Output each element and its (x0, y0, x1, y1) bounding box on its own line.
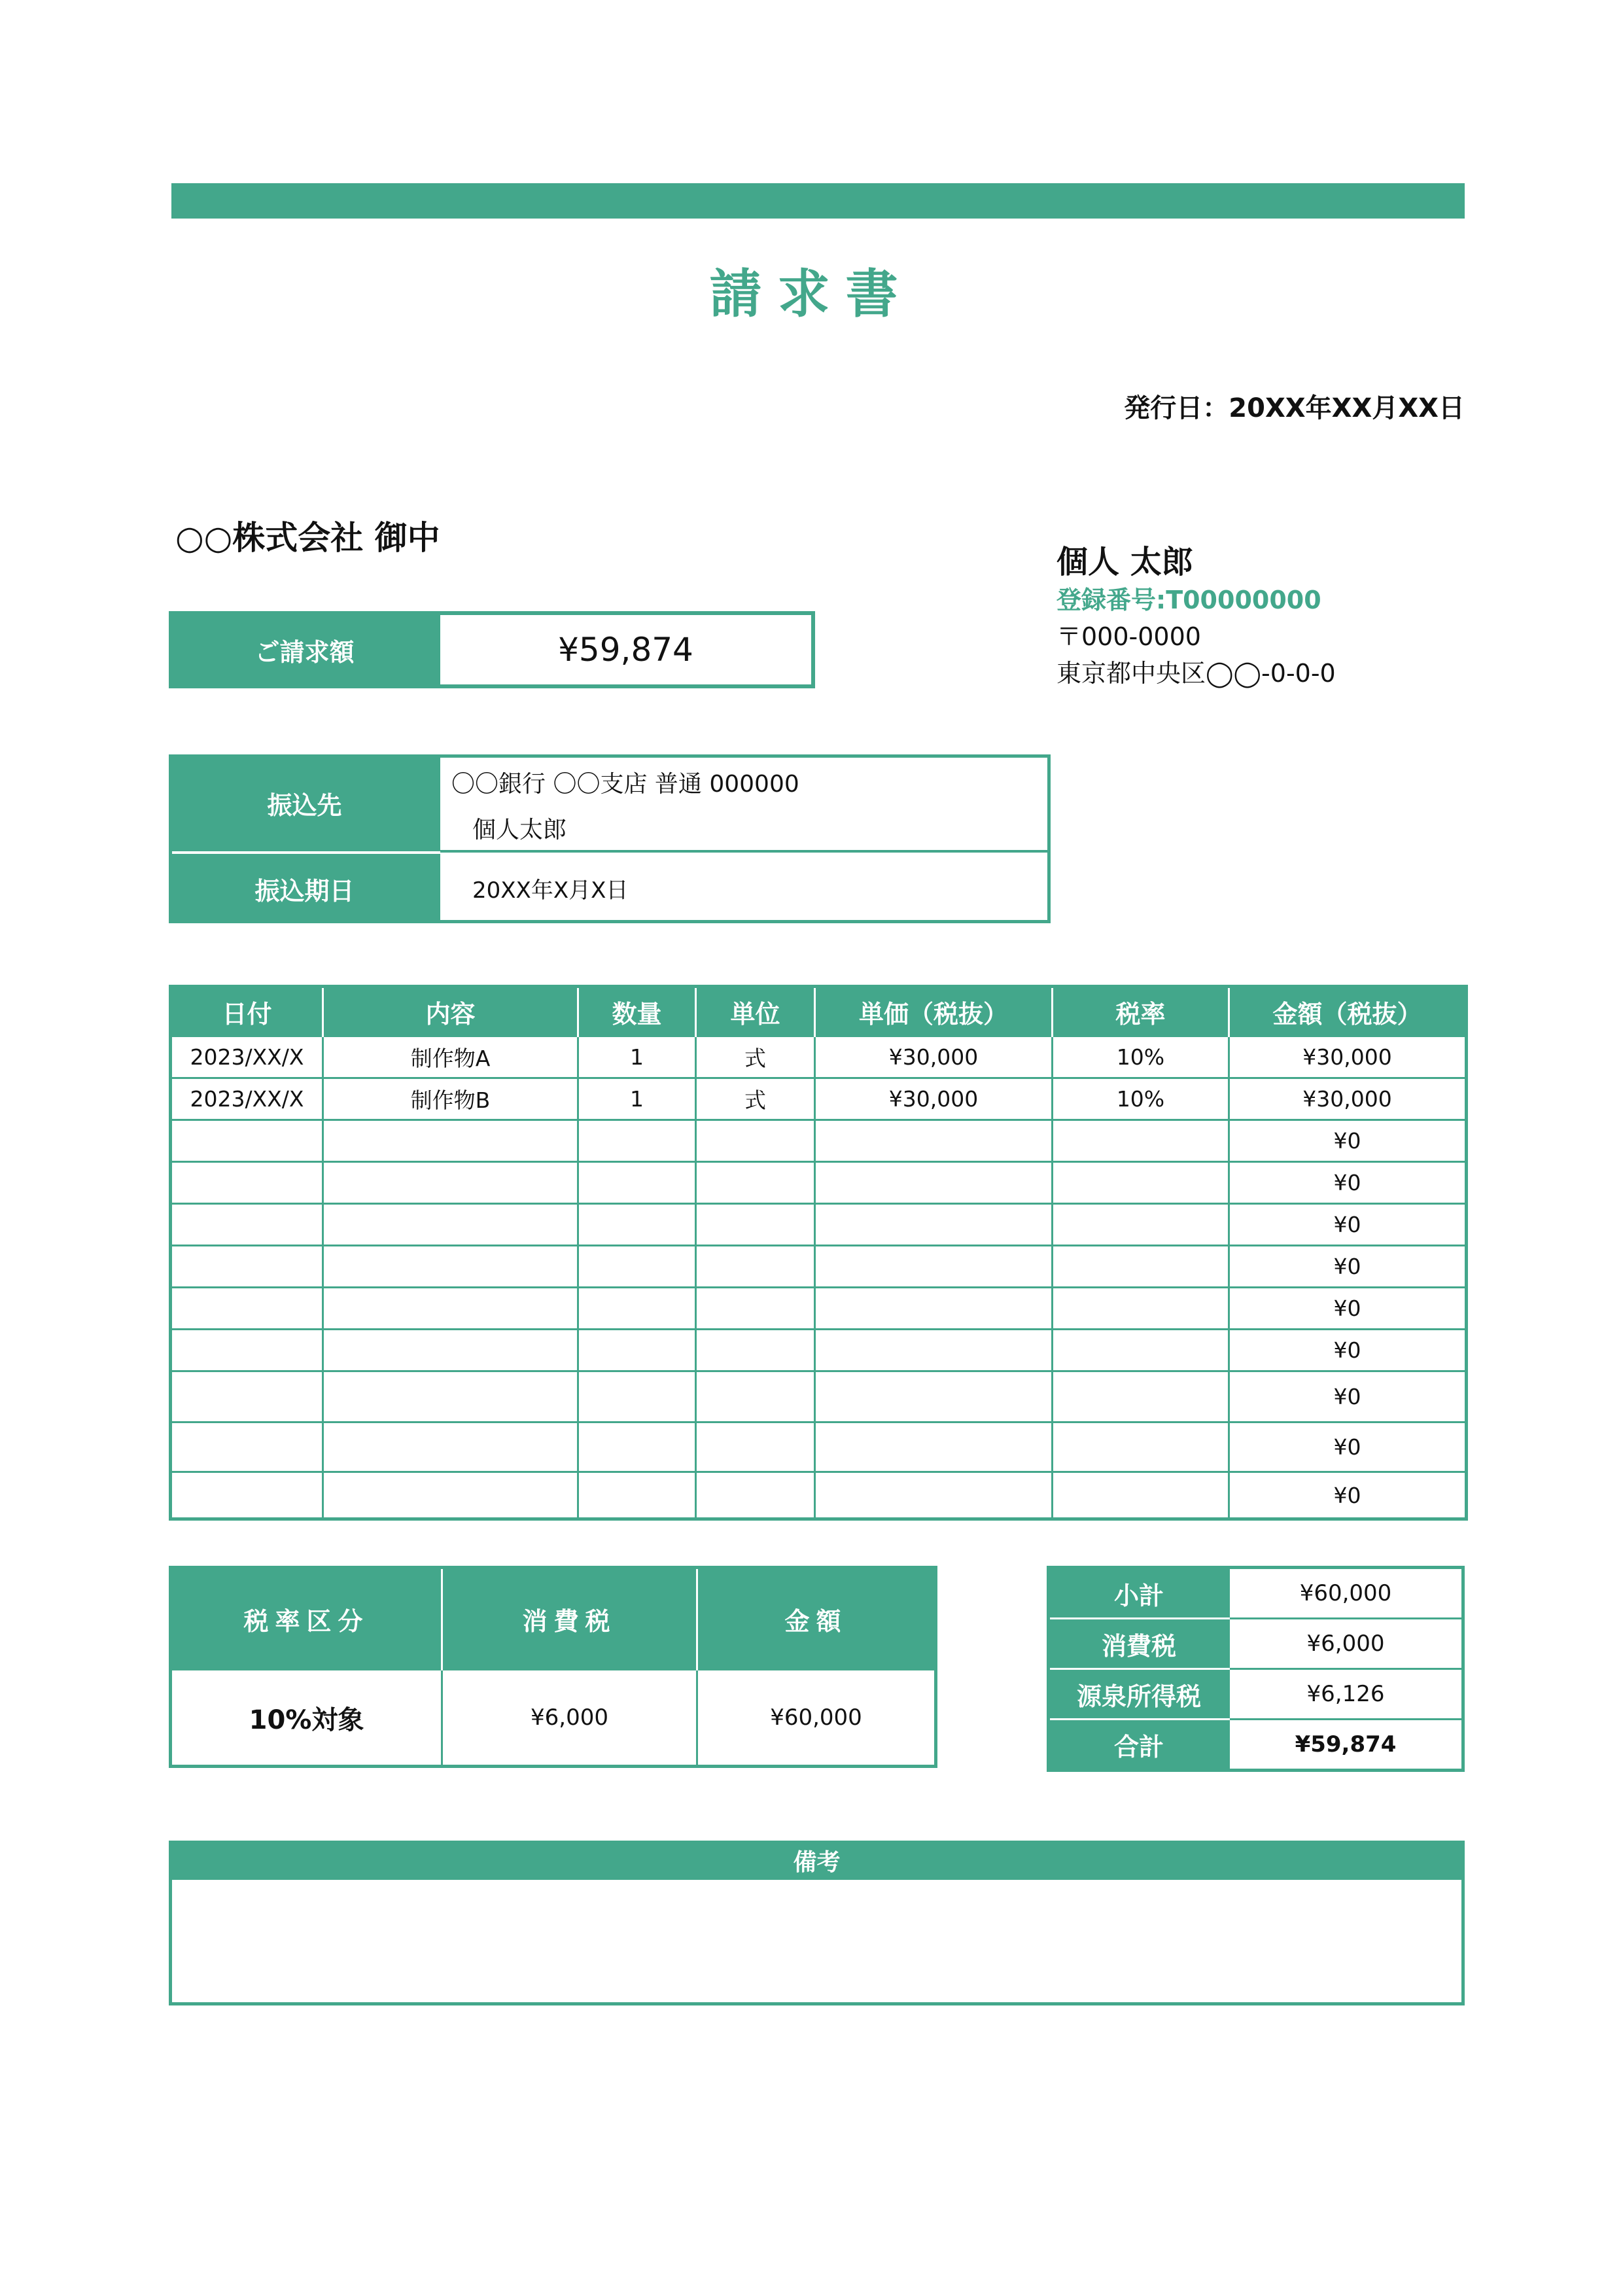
table-row (171, 1371, 1467, 1422)
subtotal-label: 小計 (1049, 1568, 1229, 1619)
sender-address: 東京都中央区◯◯-0-0-0 (1056, 659, 1336, 688)
cell-description (323, 1472, 578, 1519)
cell-quantity (578, 1204, 696, 1246)
billing-amount-box (169, 611, 815, 688)
cell-unit (696, 1204, 815, 1246)
summary-table (1047, 1566, 1465, 1772)
cell-amount: ¥30,000 (1229, 1036, 1467, 1078)
col-header-quantity: 数量 (578, 987, 696, 1036)
cell-description (323, 1422, 578, 1472)
cell-date (171, 1422, 323, 1472)
sender-postal-code: 〒000-0000 (1056, 622, 1201, 651)
cell-description (323, 1246, 578, 1288)
table-row (171, 1472, 1467, 1519)
cell-tax-rate: 10% (1053, 1078, 1229, 1120)
cell-amount: ¥0 (1229, 1422, 1467, 1472)
withholding-tax-row (1049, 1669, 1463, 1720)
cell-unit (696, 1422, 815, 1472)
cell-tax-rate (1053, 1120, 1229, 1162)
cell-unit-price (815, 1162, 1053, 1204)
cell-date (171, 1371, 323, 1422)
tax-category-value: 10%対象 (171, 1670, 442, 1767)
cell-tax-rate: 10% (1053, 1036, 1229, 1078)
col-header-amount: 金額（税抜） (1229, 987, 1467, 1036)
table-row (171, 1288, 1467, 1330)
table-row (171, 1670, 936, 1767)
table-row (171, 1330, 1467, 1371)
cell-description (323, 1162, 578, 1204)
cell-amount: ¥0 (1229, 1330, 1467, 1371)
cell-description (323, 1204, 578, 1246)
withholding-tax-label: 源泉所得税 (1049, 1669, 1229, 1720)
cell-date (171, 1162, 323, 1204)
payment-due-date: 20XX年X月X日 (472, 877, 629, 904)
cell-amount: ¥0 (1229, 1288, 1467, 1330)
cell-amount: ¥0 (1229, 1162, 1467, 1204)
total-label: 合計 (1049, 1720, 1229, 1771)
cell-quantity (578, 1288, 696, 1330)
cell-unit (696, 1120, 815, 1162)
cell-amount: ¥0 (1229, 1120, 1467, 1162)
cell-unit (696, 1246, 815, 1288)
cell-unit (696, 1330, 815, 1371)
cell-unit-price (815, 1120, 1053, 1162)
subtotal-value: ¥60,000 (1229, 1568, 1463, 1619)
cell-unit-price: ¥30,000 (815, 1078, 1053, 1120)
bank-account-holder: 個人太郎 (472, 817, 567, 843)
cell-unit-price (815, 1330, 1053, 1371)
issue-date: 発行日：20XX年XX月XX日 (1124, 393, 1465, 423)
cell-unit-price (815, 1371, 1053, 1422)
total-row (1049, 1720, 1463, 1771)
col-header-date: 日付 (171, 987, 323, 1036)
cell-date (171, 1204, 323, 1246)
cell-quantity (578, 1246, 696, 1288)
cell-description: 制作物B (323, 1078, 578, 1120)
table-header-row (171, 987, 1467, 1036)
cell-description (323, 1288, 578, 1330)
cell-quantity: 1 (578, 1036, 696, 1078)
cell-description: 制作物A (323, 1036, 578, 1078)
cell-quantity: 1 (578, 1078, 696, 1120)
line-items-table (169, 985, 1468, 1521)
cell-date (171, 1246, 323, 1288)
cell-date (171, 1330, 323, 1371)
sender-registration-number: 登録番号:T00000000 (1056, 586, 1321, 614)
consumption-tax-row (1049, 1619, 1463, 1669)
consumption-tax-total: ¥6,000 (1229, 1619, 1463, 1669)
cell-quantity (578, 1472, 696, 1519)
cell-amount: ¥0 (1229, 1472, 1467, 1519)
cell-unit-price (815, 1422, 1053, 1472)
sender-name: 個人 太郎 (1056, 544, 1193, 580)
col-header-tax-rate: 税率 (1053, 987, 1229, 1036)
withholding-tax-value: ¥6,126 (1229, 1669, 1463, 1720)
cell-date (171, 1120, 323, 1162)
tax-amount-value: ¥60,000 (697, 1670, 936, 1767)
cell-description (323, 1371, 578, 1422)
billing-amount-value: ¥59,874 (440, 615, 811, 684)
document-title: 請求書 (709, 264, 914, 325)
table-row (171, 1036, 1467, 1078)
tax-amount-header: 金額 (697, 1568, 936, 1670)
table-row (171, 1162, 1467, 1204)
table-row (171, 1120, 1467, 1162)
cell-unit (696, 1162, 815, 1204)
cell-unit (696, 1472, 815, 1519)
cell-unit-price (815, 1204, 1053, 1246)
cell-unit: 式 (696, 1036, 815, 1078)
cell-quantity (578, 1120, 696, 1162)
table-header-row (171, 1568, 936, 1670)
cell-tax-rate (1053, 1288, 1229, 1330)
cell-tax-rate (1053, 1330, 1229, 1371)
cell-tax-rate (1053, 1204, 1229, 1246)
cell-date: 2023/XX/X (171, 1036, 323, 1078)
cell-date: 2023/XX/X (171, 1078, 323, 1120)
cell-tax-rate (1053, 1371, 1229, 1422)
cell-quantity (578, 1422, 696, 1472)
cell-unit (696, 1288, 815, 1330)
subtotal-row (1049, 1568, 1463, 1619)
cell-unit-price (815, 1246, 1053, 1288)
table-row (171, 1422, 1467, 1472)
cell-quantity (578, 1371, 696, 1422)
cell-description (323, 1120, 578, 1162)
cell-amount: ¥30,000 (1229, 1078, 1467, 1120)
cell-unit-price (815, 1472, 1053, 1519)
cell-amount: ¥0 (1229, 1246, 1467, 1288)
cell-quantity (578, 1330, 696, 1371)
client-name: ○○株式会社 御中 (175, 519, 440, 557)
tax-category-header: 税率区分 (171, 1568, 442, 1670)
tax-breakdown-table (169, 1566, 937, 1768)
cell-unit: 式 (696, 1078, 815, 1120)
cell-tax-rate (1053, 1246, 1229, 1288)
bank-account: 〇〇銀行 〇〇支店 普通 000000 (451, 771, 799, 798)
consumption-tax-header: 消費税 (442, 1568, 697, 1670)
table-row (171, 1078, 1467, 1120)
cell-quantity (578, 1162, 696, 1204)
consumption-tax-label: 消費税 (1049, 1619, 1229, 1669)
table-row (171, 1246, 1467, 1288)
bank-label: 振込先 (169, 754, 440, 851)
cell-tax-rate (1053, 1472, 1229, 1519)
cell-date (171, 1472, 323, 1519)
cell-date (171, 1288, 323, 1330)
col-header-unit: 単位 (696, 987, 815, 1036)
cell-tax-rate (1053, 1162, 1229, 1204)
cell-amount: ¥0 (1229, 1204, 1467, 1246)
header-accent-bar (171, 183, 1465, 219)
cell-unit-price: ¥30,000 (815, 1036, 1053, 1078)
payment-due-label: 振込期日 (169, 854, 440, 923)
cell-unit-price (815, 1288, 1053, 1330)
col-header-description: 内容 (323, 987, 578, 1036)
cell-unit (696, 1371, 815, 1422)
cell-description (323, 1330, 578, 1371)
col-header-unit-price: 単価（税抜） (815, 987, 1053, 1036)
billing-amount-label: ご請求額 (254, 637, 355, 667)
consumption-tax-value: ¥6,000 (442, 1670, 697, 1767)
table-row (171, 1204, 1467, 1246)
cell-tax-rate (1053, 1422, 1229, 1472)
notes-label: 備考 (169, 1841, 1465, 1880)
total-value: ¥59,874 (1229, 1720, 1463, 1771)
cell-amount: ¥0 (1229, 1371, 1467, 1422)
bank-row-divider (440, 850, 1051, 853)
